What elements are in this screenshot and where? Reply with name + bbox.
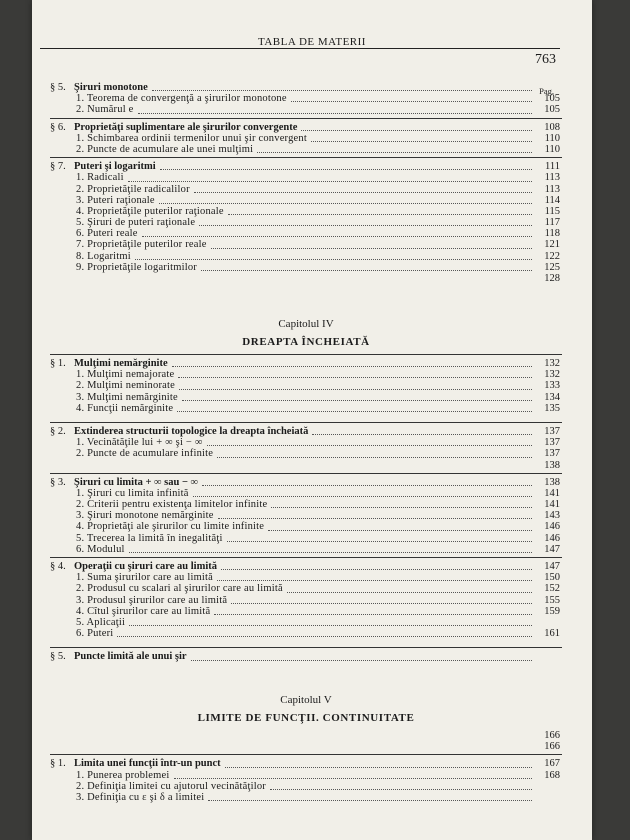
dot-leader xyxy=(227,541,532,542)
section-title: Şiruri cu limita + ∞ sau − ∞ xyxy=(74,476,199,488)
toc-entry xyxy=(50,606,562,617)
toc-entry xyxy=(50,448,562,459)
toc-entry xyxy=(50,617,562,628)
toc-entry xyxy=(50,781,562,792)
entry-label: 4. Proprietăţi ale şirurilor cu limite infinite xyxy=(76,521,265,533)
toc-entry xyxy=(50,369,562,380)
toc-entry xyxy=(50,741,562,752)
entry-label xyxy=(50,426,308,437)
page-ref: 110 xyxy=(544,132,560,144)
entry-label: 3. Produsul şirurilor care au limită xyxy=(76,594,228,606)
toc-entry xyxy=(50,460,562,471)
dot-leader xyxy=(231,603,532,604)
entry-label: 9. Proprietăţile logaritmilor xyxy=(76,261,197,273)
toc-section xyxy=(50,477,562,488)
toc-entry xyxy=(50,792,562,803)
page-ref: 128 xyxy=(544,273,560,284)
entry-label: 2. Numărul e xyxy=(76,104,134,116)
entry-label: 8. Logaritmi xyxy=(76,250,131,262)
page-ref: 167 xyxy=(544,758,560,770)
running-head: TABLA DE MATERII xyxy=(258,36,366,48)
dot-leader xyxy=(199,225,532,226)
section-mark: § 1. xyxy=(50,358,66,369)
dot-leader xyxy=(214,614,532,615)
entry-label: 1. Schimbarea ordinii termenilor unui şir convergent xyxy=(76,132,307,144)
entry-label xyxy=(50,122,297,133)
divider xyxy=(50,647,562,648)
dot-leader xyxy=(218,518,532,519)
entry-label xyxy=(50,82,148,93)
page-ref: 110 xyxy=(544,143,560,155)
dot-leader xyxy=(129,625,532,626)
entry-label: 3. Mulţimi nemărginite xyxy=(76,391,178,403)
page-ref: 146 xyxy=(544,521,560,533)
entry-label: 5. Trecerea la limită în inegalităţi xyxy=(76,532,223,544)
entry-label: 3. Şiruri monotone nemărginite xyxy=(76,510,214,522)
entry-label: 1. Punerea problemei xyxy=(76,769,170,781)
toc-entry xyxy=(50,251,562,262)
toc-section xyxy=(50,758,562,769)
entry-label: 3. Puteri raţionale xyxy=(76,194,155,206)
toc-section xyxy=(50,161,562,172)
entry-label: 2. Mulţimi neminorate xyxy=(76,380,175,392)
chapter-title: Capitolul IV xyxy=(278,318,334,330)
dot-leader xyxy=(201,270,532,271)
section-mark: § 1. xyxy=(50,758,66,770)
dot-leader xyxy=(135,259,532,260)
toc-entry xyxy=(50,730,562,741)
page-ref: 137 xyxy=(544,448,560,460)
toc-entry xyxy=(50,93,562,104)
page-ref: 108 xyxy=(544,121,560,133)
page-ref: 147 xyxy=(544,561,560,572)
entry-label: 1. Vecinătăţile lui + ∞ şi − ∞ xyxy=(76,437,203,449)
chapter-title: Capitolul V xyxy=(280,694,332,706)
page-ref: 137 xyxy=(544,437,560,449)
dot-leader xyxy=(178,377,532,378)
page-ref: 166 xyxy=(544,730,560,741)
page-ref: 113 xyxy=(544,183,560,195)
entry-label: 1. Şiruri cu limita infinită xyxy=(76,487,189,499)
page-ref: 132 xyxy=(544,358,560,369)
entry-label: 1. Suma şirurilor care au limită xyxy=(76,572,214,584)
divider xyxy=(50,754,562,755)
entry-label: 5. Şiruri de puteri raţionale xyxy=(76,217,196,229)
dot-leader xyxy=(174,778,532,779)
toc-entry xyxy=(50,544,562,555)
dot-leader xyxy=(217,457,532,458)
entry-label: 4. Funcţii nemărginite xyxy=(76,402,174,414)
page-ref: 117 xyxy=(544,217,560,229)
dot-leader xyxy=(228,214,532,215)
dot-leader xyxy=(159,203,532,204)
entry-label: 2. Criterii pentru existenţa limitelor infinite xyxy=(76,499,268,511)
page-number: 763 xyxy=(535,52,556,67)
page-ref: 159 xyxy=(544,605,560,617)
dot-leader xyxy=(182,400,532,401)
toc-entry xyxy=(50,628,562,639)
dot-leader xyxy=(117,636,532,637)
page-ref: 152 xyxy=(544,583,560,595)
book-page xyxy=(32,0,592,840)
entry-label: 5. Aplicaţii xyxy=(76,616,126,628)
page-ref: 111 xyxy=(545,161,560,173)
toc-entry xyxy=(50,499,562,510)
divider xyxy=(50,557,562,558)
page-ref: 155 xyxy=(544,594,560,606)
section-title: Şiruri monotone xyxy=(74,82,148,93)
page-ref: 138 xyxy=(544,476,560,488)
divider xyxy=(50,118,562,119)
toc-entry xyxy=(50,595,562,606)
section-mark: § 3. xyxy=(50,476,66,488)
page-ref: 143 xyxy=(544,510,560,522)
dot-leader xyxy=(179,389,532,390)
dot-leader xyxy=(287,592,532,593)
divider xyxy=(50,354,562,355)
dot-leader xyxy=(271,507,532,508)
header-rule xyxy=(40,48,560,49)
section-title: Operaţii cu şiruri care au limită xyxy=(74,561,217,572)
toc-entry xyxy=(50,172,562,183)
section-title: Proprietăţi suplimentare ale şirurilor convergente xyxy=(74,121,298,133)
entry-label: 2. Puncte de acumulare ale unei mulţimi xyxy=(76,143,254,155)
entry-label: 4. Cîtul şirurilor care au limită xyxy=(76,605,211,617)
toc-entry xyxy=(50,403,562,414)
toc-entry xyxy=(50,572,562,583)
entry-label: 6. Puteri reale xyxy=(76,228,138,240)
toc-section xyxy=(50,426,562,437)
spacer xyxy=(50,639,562,645)
section-mark: § 2. xyxy=(50,425,66,437)
section-title: Puncte limită ale unui şir xyxy=(74,651,187,663)
toc-section xyxy=(50,651,562,662)
entry-label xyxy=(50,161,156,172)
entry-label: 2. Puncte de acumulare infinite xyxy=(76,448,214,460)
page-ref: 114 xyxy=(544,194,560,206)
entry-label: 7. Proprietăţile puterilor reale xyxy=(76,239,207,251)
toc-entry xyxy=(50,488,562,499)
entry-label: 1. Radicali xyxy=(76,172,124,184)
section-mark: § 5. xyxy=(50,82,66,93)
dot-leader xyxy=(221,569,532,570)
divider xyxy=(50,422,562,423)
toc-entry xyxy=(50,195,562,206)
section-title: Puteri şi logaritmi xyxy=(74,161,156,173)
page-ref: 137 xyxy=(544,425,560,437)
chapter-5 xyxy=(50,684,562,803)
toc-section xyxy=(50,561,562,572)
toc-entry xyxy=(50,533,562,544)
entry-label xyxy=(50,358,168,369)
entry-label: 1. Teorema de convergenţă a şirurilor monotone xyxy=(76,93,287,105)
toc-entry xyxy=(50,239,562,250)
entry-label: 6. Modulul xyxy=(76,543,125,555)
page-ref: 113 xyxy=(544,172,560,184)
dot-leader xyxy=(301,130,532,131)
dot-leader xyxy=(160,169,532,170)
page-ref: 141 xyxy=(544,499,560,511)
spacer xyxy=(50,414,562,420)
toc-entry xyxy=(50,770,562,781)
pag-label: Pag. xyxy=(539,86,554,96)
page-ref: 105 xyxy=(544,93,560,105)
page-ref: 146 xyxy=(544,532,560,544)
section-mark: § 5. xyxy=(50,651,66,663)
page-ref: 134 xyxy=(544,391,560,403)
toc-entry xyxy=(50,104,562,115)
toc-entry xyxy=(50,273,562,284)
dot-leader xyxy=(128,181,532,182)
toc-entry xyxy=(50,228,562,239)
dot-leader xyxy=(211,248,532,249)
entry-label: 2. Definiţia limitei cu ajutorul vecinătăţilor xyxy=(76,780,266,792)
toc-entry xyxy=(50,583,562,594)
dot-leader xyxy=(217,580,532,581)
dot-leader xyxy=(138,113,532,114)
page-ref: 166 xyxy=(544,741,560,753)
toc-entry xyxy=(50,437,562,448)
page-ref: 150 xyxy=(544,572,560,584)
dot-leader xyxy=(208,800,532,801)
toc-entry xyxy=(50,392,562,403)
toc-block-2 xyxy=(50,358,562,663)
page-ref: 121 xyxy=(544,239,560,251)
dot-leader xyxy=(312,434,532,435)
page-ref: 122 xyxy=(544,250,560,262)
dot-leader xyxy=(207,445,532,446)
entry-label: 3. Definiţia cu ε şi δ a limitei xyxy=(76,791,205,803)
dot-leader xyxy=(225,767,532,768)
dot-leader xyxy=(152,90,532,91)
chapter-heading: DREAPTA ÎNCHEIATĂ xyxy=(242,336,370,348)
toc-entry xyxy=(50,521,562,532)
page-ref: 147 xyxy=(544,543,560,555)
entry-label: 1. Mulţimi nemajorate xyxy=(76,369,175,381)
dot-leader xyxy=(268,530,532,531)
toc-block-3 xyxy=(50,730,562,803)
dot-leader xyxy=(191,660,532,661)
toc-entry xyxy=(50,184,562,195)
entry-label: 6. Puteri xyxy=(76,628,114,640)
toc-section xyxy=(50,122,562,133)
toc-entry xyxy=(50,133,562,144)
toc-block-1 xyxy=(50,82,562,284)
chapter-4 xyxy=(50,308,562,663)
dot-leader xyxy=(270,789,532,790)
dot-leader xyxy=(193,496,532,497)
section-title: Mulţimi nemărginite xyxy=(74,358,168,369)
entry-label: 4. Proprietăţile puterilor raţionale xyxy=(76,205,224,217)
dot-leader xyxy=(142,236,532,237)
dot-leader xyxy=(194,192,532,193)
entry-label xyxy=(50,758,221,769)
entry-label xyxy=(50,561,217,572)
page-ref: 161 xyxy=(544,628,560,640)
toc-entry xyxy=(50,380,562,391)
entry-label: 2. Produsul cu scalari al şirurilor care au limită xyxy=(76,583,283,595)
dot-leader xyxy=(202,485,532,486)
dot-leader xyxy=(291,101,532,102)
section-mark: § 6. xyxy=(50,121,66,133)
section-mark: § 4. xyxy=(50,561,66,572)
toc-entry xyxy=(50,144,562,155)
toc-entry xyxy=(50,262,562,273)
page-ref: 115 xyxy=(544,205,560,217)
toc-entry xyxy=(50,206,562,217)
chapter-heading: LIMITE DE FUNCŢII. CONTINUITATE xyxy=(197,712,415,724)
entry-label: 2. Proprietăţile radicalilor xyxy=(76,183,190,195)
section-title: Extinderea structurii topologice la dreapta încheiată xyxy=(74,425,309,437)
dot-leader xyxy=(311,141,532,142)
page-ref: 125 xyxy=(544,261,560,273)
toc-entry xyxy=(50,217,562,228)
page-ref: 105 xyxy=(544,104,560,116)
entry-label xyxy=(50,651,187,662)
toc-entry xyxy=(50,510,562,521)
section-mark: § 7. xyxy=(50,161,66,173)
divider xyxy=(50,157,562,158)
divider xyxy=(50,473,562,474)
page-ref: 141 xyxy=(544,487,560,499)
dot-leader xyxy=(177,411,532,412)
dot-leader xyxy=(172,366,532,367)
page-ref: 118 xyxy=(544,228,560,240)
page-ref: 168 xyxy=(544,769,560,781)
entry-label xyxy=(50,477,198,488)
page-ref: 133 xyxy=(544,380,560,392)
dot-leader xyxy=(257,152,532,153)
toc-section xyxy=(50,358,562,369)
section-title: Limita unei funcţii într-un punct xyxy=(74,758,221,770)
page-ref: 138 xyxy=(544,459,560,471)
dot-leader xyxy=(129,552,532,553)
toc-section xyxy=(50,82,562,93)
page-ref: 135 xyxy=(544,402,560,414)
page-ref: 132 xyxy=(544,369,560,381)
